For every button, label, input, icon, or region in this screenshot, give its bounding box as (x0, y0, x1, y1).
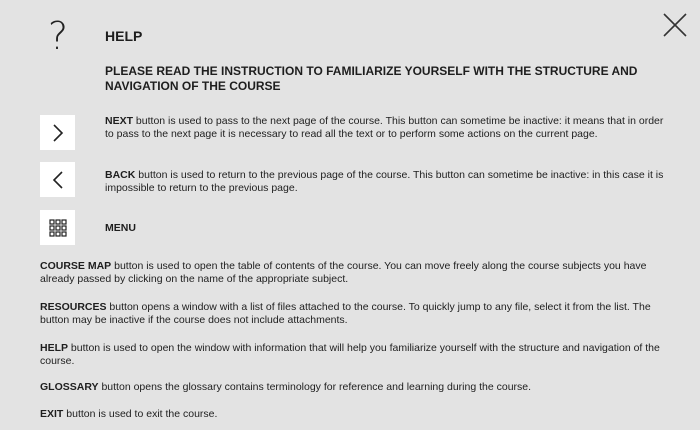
menu-button-sample[interactable] (40, 210, 75, 245)
help-question-icon: ? (47, 14, 69, 58)
next-description (105, 115, 665, 141)
close-button[interactable] (660, 10, 690, 40)
exit-text: button is used to exit the course. (63, 408, 218, 420)
course-map-label: COURSE MAP (40, 260, 112, 272)
back-text: button is used to return to the previous page of the course. This button can sometime be inactive: in this case it is impossible to return to the previous page. (105, 169, 664, 194)
help-description (40, 342, 680, 368)
next-label: NEXT (105, 115, 134, 127)
resources-text: button opens a window with a list of files attached to the course. To quickly jump to any file, select it from the list. The button may be inactive if the course does not include attachments. (40, 301, 651, 326)
glossary-description (40, 381, 680, 394)
chevron-left-icon (51, 170, 65, 190)
glossary-label: GLOSSARY (40, 381, 99, 393)
resources-label: RESOURCES (40, 301, 107, 313)
exit-description (40, 408, 680, 421)
back-button-sample[interactable] (40, 162, 75, 197)
menu-label: MENU (105, 222, 136, 234)
glossary-text: button opens the glossary contains terminology for reference and learning during the course. (98, 381, 532, 393)
next-text: button is used to pass to the next page of the course. This button can sometime be inactive: it means that in order to pass to the next page it is necessary to read all the text or to perform some actions on the current page. (105, 115, 664, 140)
resources-description (40, 301, 680, 327)
course-map-text: button is used to open the table of contents of the course. You can move freely along the course subjects you have already passed by clicking on the name of the appropriate subject. (40, 260, 647, 285)
back-description (105, 169, 665, 195)
close-icon (660, 10, 690, 40)
back-label: BACK (105, 169, 136, 181)
help-text: button is used to open the window with information that will help you familiarize yourself with the structure and navigation of the course. (40, 342, 660, 367)
grid-menu-icon (49, 219, 67, 237)
exit-label: EXIT (40, 408, 64, 420)
page-title: HELP (105, 28, 143, 44)
chevron-right-icon (51, 123, 65, 143)
course-map-description (40, 260, 680, 286)
help-label: HELP (40, 342, 69, 354)
page-subtitle: PLEASE READ THE INSTRUCTION TO FAMILIARIZE YOURSELF WITH THE STRUCTURE AND NAVIGATION OF THE COURSE (105, 64, 638, 93)
next-button-sample[interactable] (40, 115, 75, 150)
